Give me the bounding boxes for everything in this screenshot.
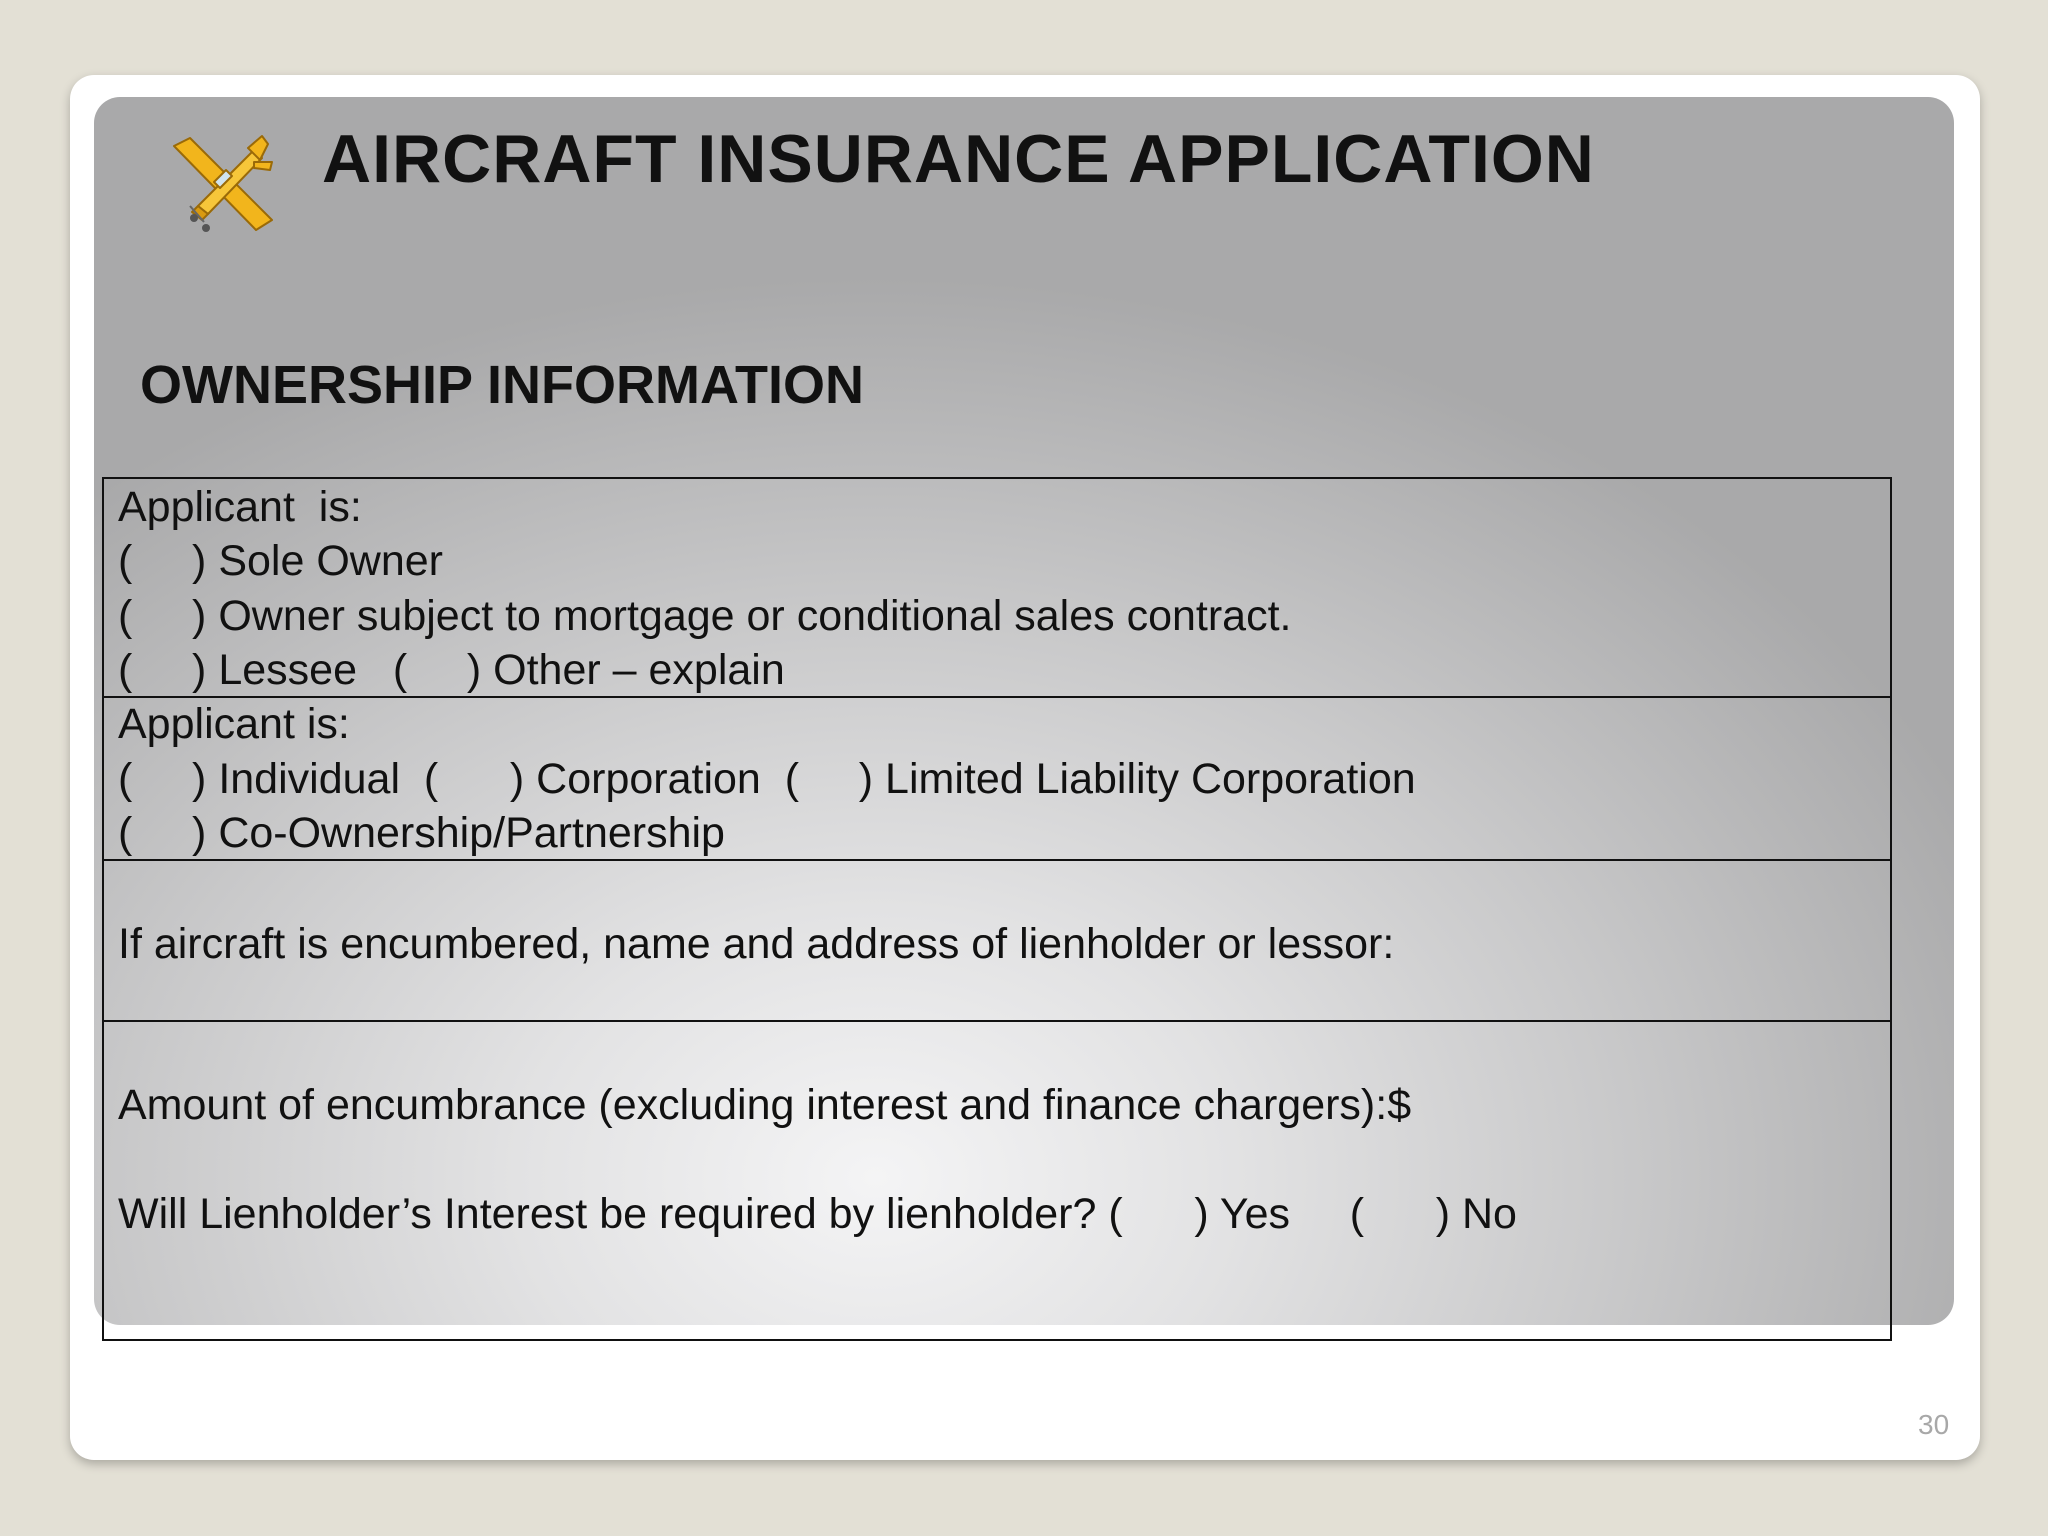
page-number: 30	[1918, 1409, 1950, 1440]
option-entity-types[interactable]: ( ) Individual ( ) Corporation ( ) Limited Liability Corporation	[118, 755, 1416, 803]
encumbrance-row	[104, 1022, 1890, 1338]
ownership-status-row	[104, 479, 1890, 698]
airplane-icon	[168, 132, 278, 236]
option-owner-subject-to-mortgage[interactable]: ( ) Owner subject to mortgage or conditional sales contract.	[118, 592, 1292, 640]
entity-type-label: Applicant is:	[118, 700, 350, 748]
option-lessee-other[interactable]: ( ) Lessee ( ) Other – explain	[118, 646, 785, 694]
lienholder-question: If aircraft is encumbered, name and address of lienholder or lessor:	[118, 920, 1395, 968]
option-sole-owner[interactable]: ( ) Sole Owner	[118, 537, 443, 585]
option-co-ownership-partnership[interactable]: ( ) Co-Ownership/Partnership	[118, 809, 725, 857]
ownership-status-label: Applicant is:	[118, 483, 362, 531]
entity-type-row	[104, 698, 1890, 861]
slide-title: AIRCRAFT INSURANCE APPLICATION	[322, 121, 1595, 197]
section-heading: OWNERSHIP INFORMATION	[140, 355, 864, 415]
ownership-form-table	[102, 477, 1892, 1341]
lienholder-interest-question[interactable]: Will Lienholder’s Interest be required by lienholder? ( ) Yes ( ) No	[118, 1190, 1517, 1238]
lienholder-row	[104, 861, 1890, 1022]
encumbrance-amount-question: Amount of encumbrance (excluding interest and finance chargers):$	[118, 1081, 1412, 1129]
